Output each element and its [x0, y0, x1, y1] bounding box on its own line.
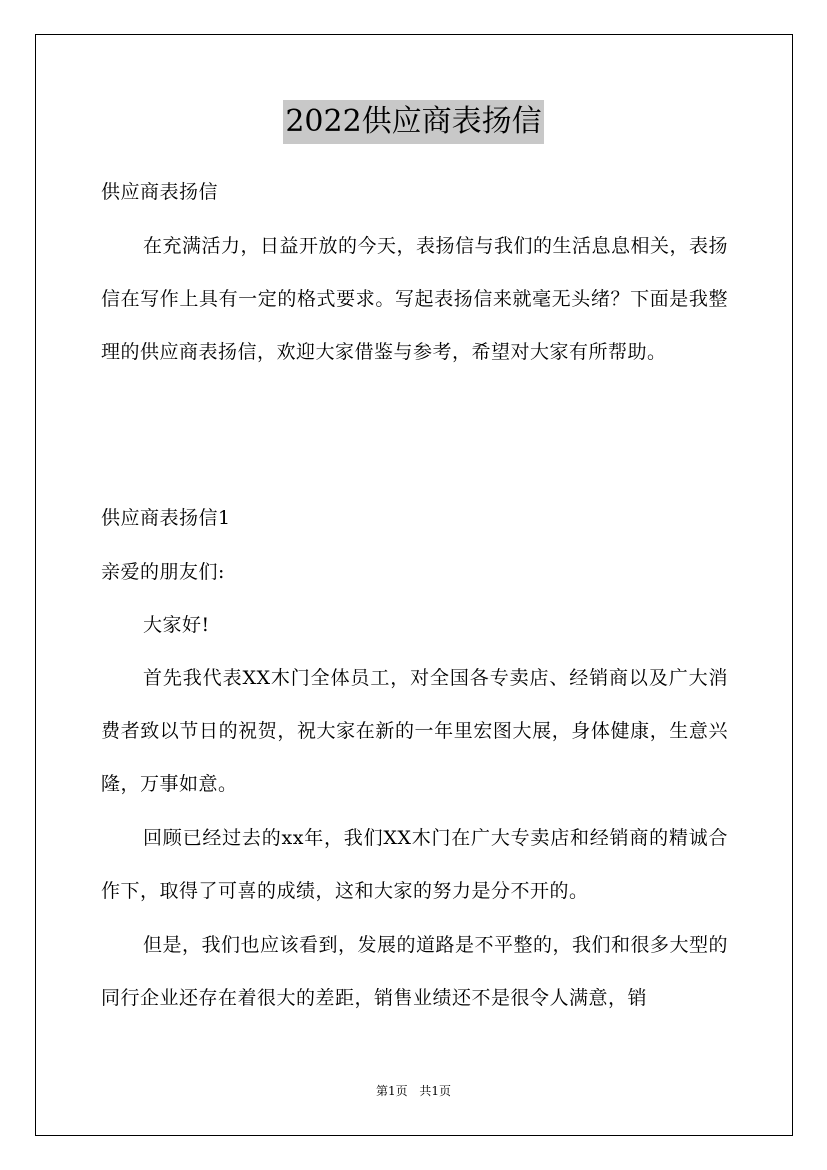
body-paragraph: 回顾已经过去的xx年，我们XX木门在广大专卖店和经销商的精诚合作下，取得了可喜的成绩，这和大家的努力是分不开的。: [101, 827, 728, 902]
title-container: [0, 100, 827, 144]
page-number: 第1页: [375, 1084, 408, 1098]
subtitle: 供应商表扬信: [101, 181, 219, 203]
page-footer: [0, 1082, 827, 1099]
document-title: 2022供应商表扬信: [283, 100, 543, 144]
page-total: 共1页: [419, 1084, 452, 1098]
greeting: 大家好!: [143, 614, 210, 636]
salutation: 亲爱的朋友们:: [101, 561, 225, 583]
body-paragraph: 首先我代表XX木门全体员工，对全国各专卖店、经销商以及广大消费者致以节日的祝贺，祝大家在新的一年里宏图大展，身体健康，生意兴隆，万事如意。: [101, 667, 728, 795]
section-heading: 供应商表扬信1: [101, 507, 231, 529]
body-paragraph: 但是，我们也应该看到，发展的道路是不平整的，我们和很多大型的同行企业还存在着很大的差距，销售业绩还不是很令人满意，销: [101, 934, 729, 1009]
intro-paragraph: 在充满活力，日益开放的今天，表扬信与我们的生活息息相关，表扬信在写作上具有一定的格式要求。写起表扬信来就毫无头绪？下面是我整理的供应商表扬信，欢迎大家借鉴与参考，希望对大家有所帮助。: [101, 235, 729, 363]
